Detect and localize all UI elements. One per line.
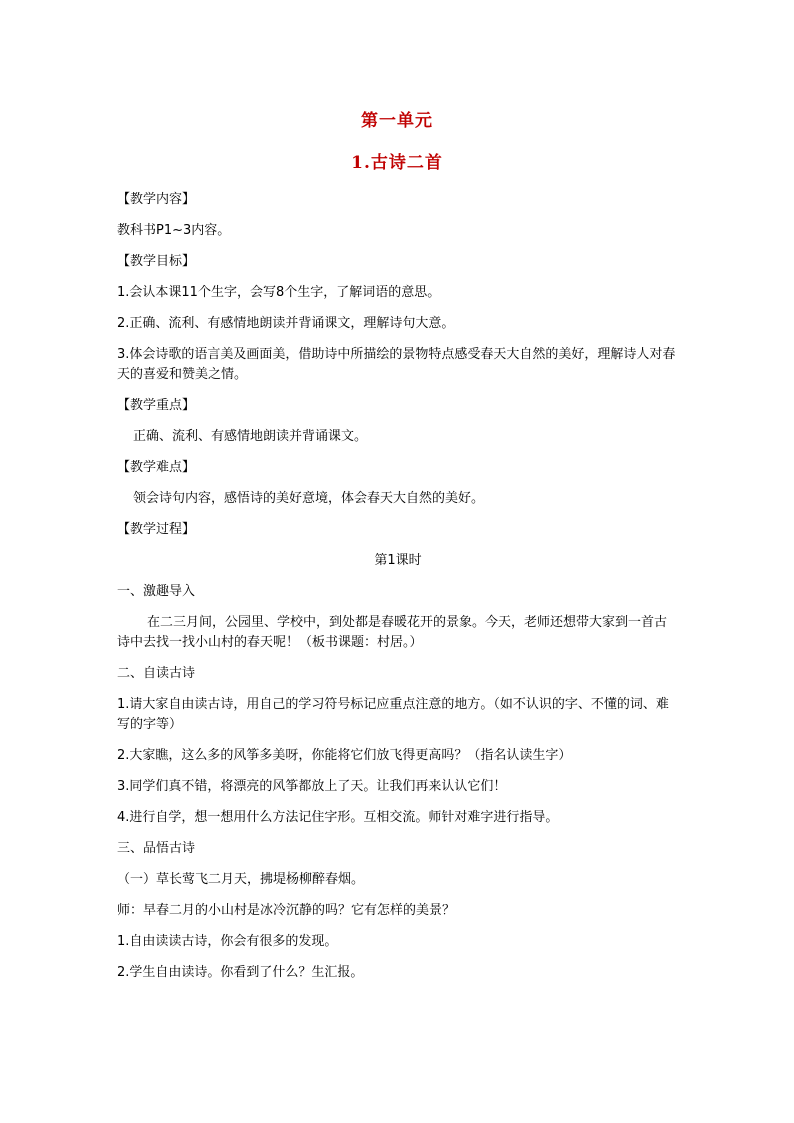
paragraph: 1.自由读读古诗，你会有很多的发现。 bbox=[117, 934, 338, 949]
paragraph: （一）草长莺飞二月天，拂堤杨柳醉春烟。 bbox=[117, 872, 365, 887]
lesson-title: 1.古诗二首 bbox=[351, 153, 443, 173]
paragraph: 教科书P1~3内容。 bbox=[117, 223, 231, 238]
paragraph: 正确、流利、有感情地朗读并背诵课文。 bbox=[133, 429, 368, 444]
paragraph: 【教学过程】 bbox=[117, 522, 196, 537]
paragraph: 【教学目标】 bbox=[117, 254, 196, 269]
paragraph: 【教学重点】 bbox=[117, 398, 196, 413]
paragraph: 2.正确、流利、有感情地朗读并背诵课文，理解诗句大意。 bbox=[117, 316, 455, 331]
lesson-body bbox=[117, 190, 679, 994]
paragraph: 二、自读古诗 bbox=[117, 666, 196, 681]
paragraph: 3.同学们真不错，将漂亮的风筝都放上了天。让我们再来认认它们！ bbox=[117, 779, 507, 794]
paragraph: 1.请大家自由读古诗，用自己的学习符号标记应重点注意的地方。（如不认识的字、不懂的词、难写的字等） bbox=[117, 697, 669, 732]
paragraph: 4.进行自学，想一想用什么方法记住字形。互相交流。师针对难字进行指导。 bbox=[117, 810, 559, 825]
section-heading: 第1课时 bbox=[374, 553, 422, 568]
paragraph: 2.大家瞧，这么多的风筝多美呀，你能将它们放飞得更高吗？（指名认读生字） bbox=[117, 748, 572, 763]
unit-title: 第一单元 bbox=[361, 111, 433, 131]
paragraph: 【教学难点】 bbox=[117, 460, 196, 475]
paragraph: 2.学生自由读诗。你看到了什么？生汇报。 bbox=[117, 965, 364, 980]
paragraph: 师：早春二月的小山村是冰冷沉静的吗？它有怎样的美景？ bbox=[117, 903, 456, 918]
paragraph: 领会诗句内容，感悟诗的美好意境，体会春天大自然的美好。 bbox=[133, 491, 485, 506]
paragraph: 【教学内容】 bbox=[117, 192, 196, 207]
paragraph: 3.体会诗歌的语言美及画面美，借助诗中所描绘的景物特点感受春天大自然的美好，理解诗人对春天的喜爱和赞美之情。 bbox=[117, 347, 676, 382]
paragraph: 在二三月间，公园里、学校中，到处都是春暖花开的景象。今天，老师还想带大家到一首古诗中去找一找小山村的春天呢！（板书课题：村居。） bbox=[117, 615, 668, 650]
paragraph: 一、激趣导入 bbox=[117, 584, 196, 599]
paragraph: 1.会认本课11个生字，会写8个生字，了解词语的意思。 bbox=[117, 285, 441, 300]
paragraph: 三、品悟古诗 bbox=[117, 841, 196, 856]
